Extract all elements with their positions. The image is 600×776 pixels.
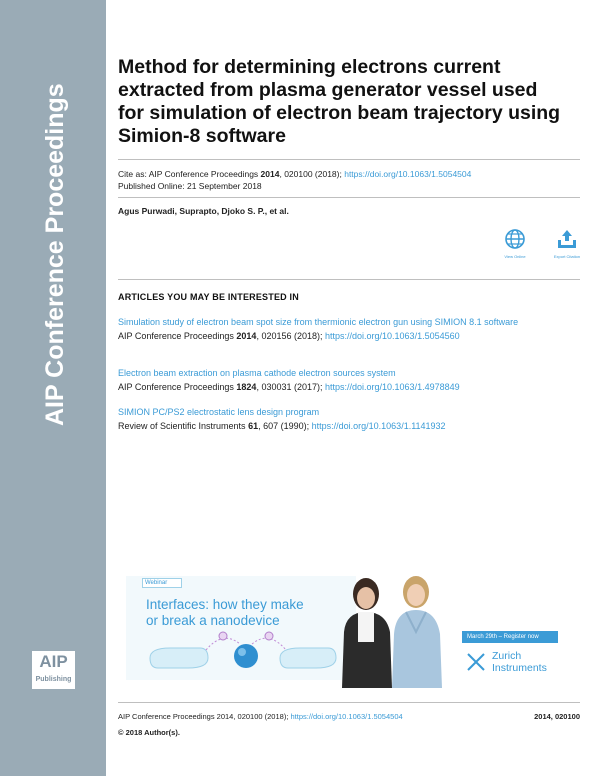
footer-doi-link[interactable]: https://doi.org/10.1063/1.5054504 bbox=[290, 712, 403, 721]
ad-headline-line: Interfaces: how they make bbox=[146, 597, 304, 612]
related-volume: 2014 bbox=[236, 331, 257, 341]
copyright: © 2018 Author(s). bbox=[118, 728, 180, 737]
published-date: Published Online: 21 September 2018 bbox=[118, 181, 262, 191]
export-citation-label: Export Citation bbox=[553, 254, 581, 259]
related-heading: ARTICLES YOU MAY BE INTERESTED IN bbox=[118, 292, 299, 302]
related-article-citation bbox=[118, 420, 578, 432]
export-icon bbox=[555, 228, 579, 250]
cite-line bbox=[118, 168, 471, 180]
ad-register-banner[interactable]: March 29th – Register now bbox=[462, 631, 558, 643]
logo-aip: AIP bbox=[39, 652, 68, 671]
related-article bbox=[118, 316, 578, 342]
related-article bbox=[118, 367, 578, 393]
cite-rest: , 020100 (2018); bbox=[279, 169, 345, 179]
article-title: Method for determining electrons current extracted from plasma generator vessel used for simulation of electron beam trajectory using Simion-8 software bbox=[118, 56, 561, 147]
related-volume: 1824 bbox=[236, 382, 257, 392]
related-rest: , 020156 (2018); bbox=[256, 331, 325, 341]
article-doi-link[interactable]: https://doi.org/10.1063/1.5054504 bbox=[344, 169, 472, 179]
related-volume: 61 bbox=[248, 421, 259, 431]
divider bbox=[118, 197, 580, 198]
related-doi-link[interactable]: https://doi.org/10.1063/1.4978849 bbox=[325, 382, 460, 392]
zurich-instruments-wordmark bbox=[492, 650, 547, 674]
divider bbox=[118, 159, 580, 160]
ad-headline bbox=[146, 597, 356, 629]
author-list[interactable]: Agus Purwadi, Suprapto, Djoko S. P., et al. bbox=[118, 206, 289, 216]
sidebar bbox=[0, 0, 106, 776]
page-footer bbox=[118, 712, 580, 722]
divider bbox=[118, 279, 580, 280]
related-article-title[interactable]: SIMION PC/PS2 electrostatic lens design program bbox=[118, 407, 320, 417]
footer-citation: AIP Conference Proceedings 2014, 020100 (2018); bbox=[118, 712, 291, 721]
nanodevice-illustration-icon bbox=[148, 628, 338, 674]
view-online-label: View Online bbox=[504, 254, 526, 259]
ad-headline-line: or break a nanodevice bbox=[146, 613, 280, 628]
export-citation-button[interactable] bbox=[547, 228, 587, 259]
related-journal: AIP Conference Proceedings bbox=[118, 331, 237, 341]
ad-presenters-photo-icon bbox=[336, 572, 454, 688]
advertisement-banner[interactable] bbox=[118, 562, 580, 688]
related-doi-link[interactable]: https://doi.org/10.1063/1.5054560 bbox=[325, 331, 460, 341]
related-journal: AIP Conference Proceedings bbox=[118, 382, 237, 392]
related-rest: , 607 (1990); bbox=[258, 421, 312, 431]
zurich-instruments-mark-icon bbox=[466, 652, 486, 672]
related-rest: , 030031 (2017); bbox=[256, 382, 325, 392]
related-journal: Review of Scientific Instruments bbox=[118, 421, 249, 431]
zurich-instruments-logo bbox=[466, 650, 576, 676]
related-article bbox=[118, 406, 578, 432]
aip-publishing-logo[interactable] bbox=[32, 651, 75, 689]
related-article-citation bbox=[118, 330, 578, 342]
brand-line: Instruments bbox=[492, 662, 547, 674]
cite-prefix: Cite as: AIP Conference Proceedings bbox=[118, 169, 261, 179]
cite-volume: 2014 bbox=[260, 169, 280, 179]
journal-name: AIP Conference Proceedings bbox=[41, 83, 69, 426]
related-doi-link[interactable]: https://doi.org/10.1063/1.1141932 bbox=[311, 421, 446, 431]
ad-webinar-tag: Webinar bbox=[142, 578, 182, 588]
divider bbox=[118, 702, 580, 703]
brand-line: Zurich bbox=[492, 650, 522, 662]
view-online-button[interactable] bbox=[495, 228, 535, 259]
footer-page-ref: 2014, 020100 bbox=[534, 712, 580, 721]
logo-publishing: Publishing bbox=[35, 676, 72, 683]
related-article-title[interactable]: Electron beam extraction on plasma cathode electron sources system bbox=[118, 368, 396, 378]
globe-icon bbox=[504, 228, 526, 250]
related-article-title[interactable]: Simulation study of electron beam spot size from thermionic electron gun using SIMION 8.1 software bbox=[118, 317, 519, 327]
related-article-citation bbox=[118, 381, 578, 393]
